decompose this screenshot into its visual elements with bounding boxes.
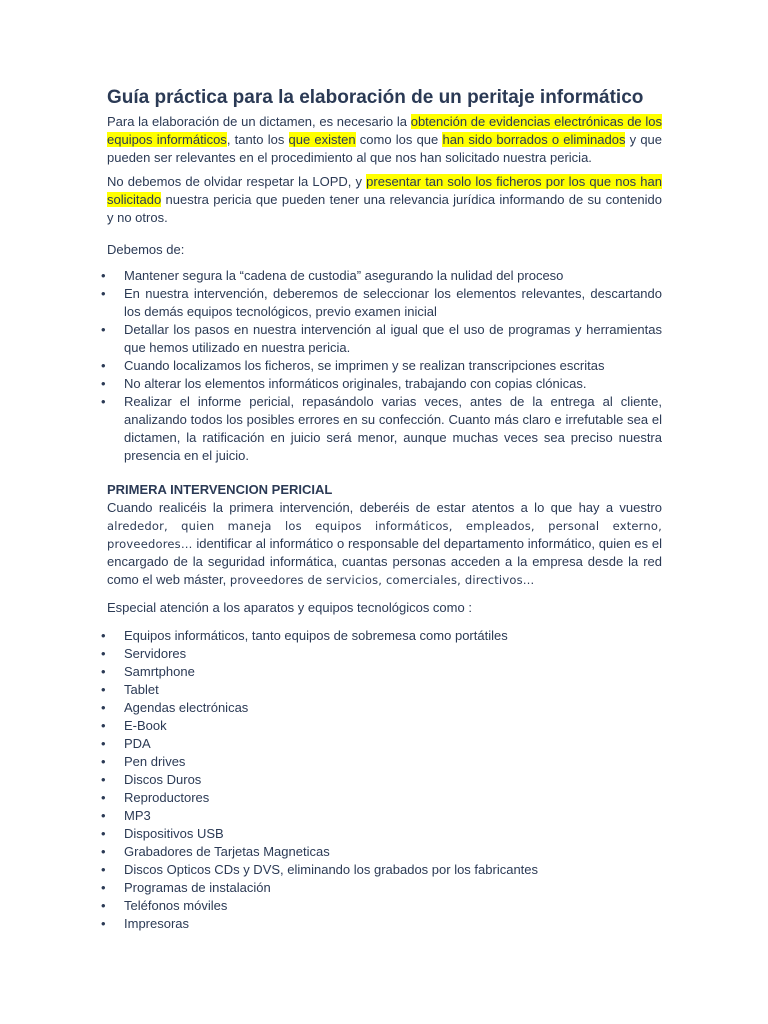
list-item-text: Impresoras [124, 916, 190, 931]
text-span: No debemos de olvidar respetar la LOPD, y [107, 174, 367, 189]
attention-paragraph: Especial atención a los aparatos y equipos tecnológicos como : [107, 600, 472, 615]
list-item-text: Reproductores [124, 790, 210, 805]
bullet-icon: • [101, 898, 106, 913]
highlighted-text: han sido borrados o eliminados [442, 132, 626, 147]
text-span: como los que [355, 132, 443, 147]
duties-list [0, 267, 662, 465]
list-item-text: Dispositivos USB [124, 826, 224, 841]
list-item-text: Discos Opticos CDs y DVS, eliminando los grabados por los fabricantes [124, 862, 539, 877]
section-heading: PRIMERA INTERVENCION PERICIAL [107, 482, 333, 497]
bullet-icon: • [101, 844, 106, 859]
list-item [0, 807, 662, 825]
list-item-text: Cuando localizamos los ficheros, se imprimen y se realizan transcripciones escritas [124, 358, 605, 373]
highlighted-text: obtención de evidencias electrónicas de los equipos informáticos [107, 114, 662, 147]
bullet-icon: • [101, 880, 106, 895]
list-item-text: Pen drives [124, 754, 186, 769]
bullet-icon: • [101, 286, 106, 301]
text-span: alrededor, quien maneja los equipos informáticos, empleados, personal externo, proveedores… [107, 519, 662, 551]
list-item-text: Detallar los pasos en nuestra intervención al igual que el uso de programas y herramientas que hemos utilizado en nuestra pericia. [124, 322, 662, 355]
list-item-text: Programas de instalación [124, 880, 271, 895]
list-item [0, 627, 662, 645]
text-span: proveedores de servicios, comerciales, directivos… [229, 573, 535, 587]
list-item-text: Grabadores de Tarjetas Magneticas [124, 844, 330, 859]
list-item [0, 735, 662, 753]
bullet-icon: • [101, 322, 106, 337]
list-item-text: Discos Duros [124, 772, 202, 787]
list-item [0, 915, 662, 933]
bullet-icon: • [101, 808, 106, 823]
list-item [0, 699, 662, 717]
list-item-text: Realizar el informe pericial, repasándolo varias veces, antes de la entrega al cliente, analizando todos los posibles errores en su confección. Cuanto más claro e irrefutable sea el dictamen, la ratificación en juicio será menor, aunque muchas veces sea preciso nuestra presencia en el juicio. [124, 394, 662, 463]
intervention-paragraph [107, 499, 662, 589]
bullet-icon: • [101, 376, 106, 391]
bullet-icon: • [101, 790, 106, 805]
bullet-icon: • [101, 772, 106, 787]
bullet-icon: • [101, 664, 106, 679]
bullet-icon: • [101, 700, 106, 715]
intro-paragraph [107, 113, 662, 167]
list-item [0, 321, 662, 357]
list-item [0, 267, 662, 285]
text-span: , tanto los [226, 132, 289, 147]
list-item [0, 393, 662, 465]
list-item [0, 285, 662, 321]
devices-list [0, 627, 662, 933]
bullet-icon: • [101, 358, 106, 373]
list-item [0, 645, 662, 663]
lopd-paragraph [107, 173, 662, 227]
bullet-icon: • [101, 736, 106, 751]
list-item [0, 663, 662, 681]
list-item [0, 789, 662, 807]
text-span: identificar al informático o responsable del departamento informático, quien es el encargado de la seguridad informática, cuantas personas acceden a la empresa desde la red como el web máster, [107, 536, 662, 587]
highlighted-text: que existen [288, 132, 356, 147]
text-span: y que pueden ser relevantes en el procedimiento al que nos han solicitado nuestra pericia. [107, 132, 663, 165]
list-item-text: E-Book [124, 718, 167, 733]
list-item [0, 771, 662, 789]
bullet-icon: • [101, 268, 106, 283]
highlighted-text: presentar tan solo los ficheros por los que nos han solicitado [107, 174, 662, 207]
list-item-text: Tablet [124, 682, 159, 697]
document-page [101, 86, 663, 933]
list-item-text: No alterar los elementos informáticos originales, trabajando con copias clónicas. [124, 376, 587, 391]
list-item [0, 825, 662, 843]
bullet-icon: • [101, 682, 106, 697]
list-item [0, 375, 662, 393]
list-item [0, 717, 662, 735]
page-title: Guía práctica para la elaboración de un peritaje informático [107, 87, 644, 108]
list-item [0, 861, 662, 879]
list-item-text: Mantener segura la “cadena de custodia” asegurando la nulidad del proceso [124, 268, 564, 283]
text-span: Para la elaboración de un dictamen, es necesario la [107, 114, 411, 129]
bullet-icon: • [101, 826, 106, 841]
list-item-text: Equipos informáticos, tanto equipos de sobremesa como portátiles [124, 628, 508, 643]
list-item [0, 843, 662, 861]
bullet-icon: • [101, 628, 106, 643]
debemos-paragraph: Debemos de: [107, 242, 185, 257]
list-item [0, 897, 662, 915]
text-span: nuestra pericia que pueden tener una relevancia jurídica informando de su contenido y no otros. [107, 192, 662, 225]
bullet-icon: • [101, 916, 106, 931]
bullet-icon: • [101, 754, 106, 769]
list-item-text: Servidores [124, 646, 187, 661]
list-item-text: Samrtphone [124, 664, 195, 679]
list-item [0, 681, 662, 699]
bullet-icon: • [101, 862, 106, 877]
bullet-icon: • [101, 646, 106, 661]
list-item [0, 357, 662, 375]
text-span: Cuando realicéis la primera intervención, deberéis de estar atentos a lo que hay a vuestro [107, 500, 662, 515]
list-item [0, 879, 662, 897]
list-item-text: En nuestra intervención, deberemos de seleccionar los elementos relevantes, descartando los demás equipos tecnológicos, previo examen inicial [124, 286, 662, 319]
bullet-icon: • [101, 718, 106, 733]
list-item-text: PDA [124, 736, 151, 751]
bullet-icon: • [101, 394, 106, 409]
list-item [0, 753, 662, 771]
list-item-text: MP3 [124, 808, 151, 823]
list-item-text: Teléfonos móviles [124, 898, 228, 913]
list-item-text: Agendas electrónicas [124, 700, 249, 715]
